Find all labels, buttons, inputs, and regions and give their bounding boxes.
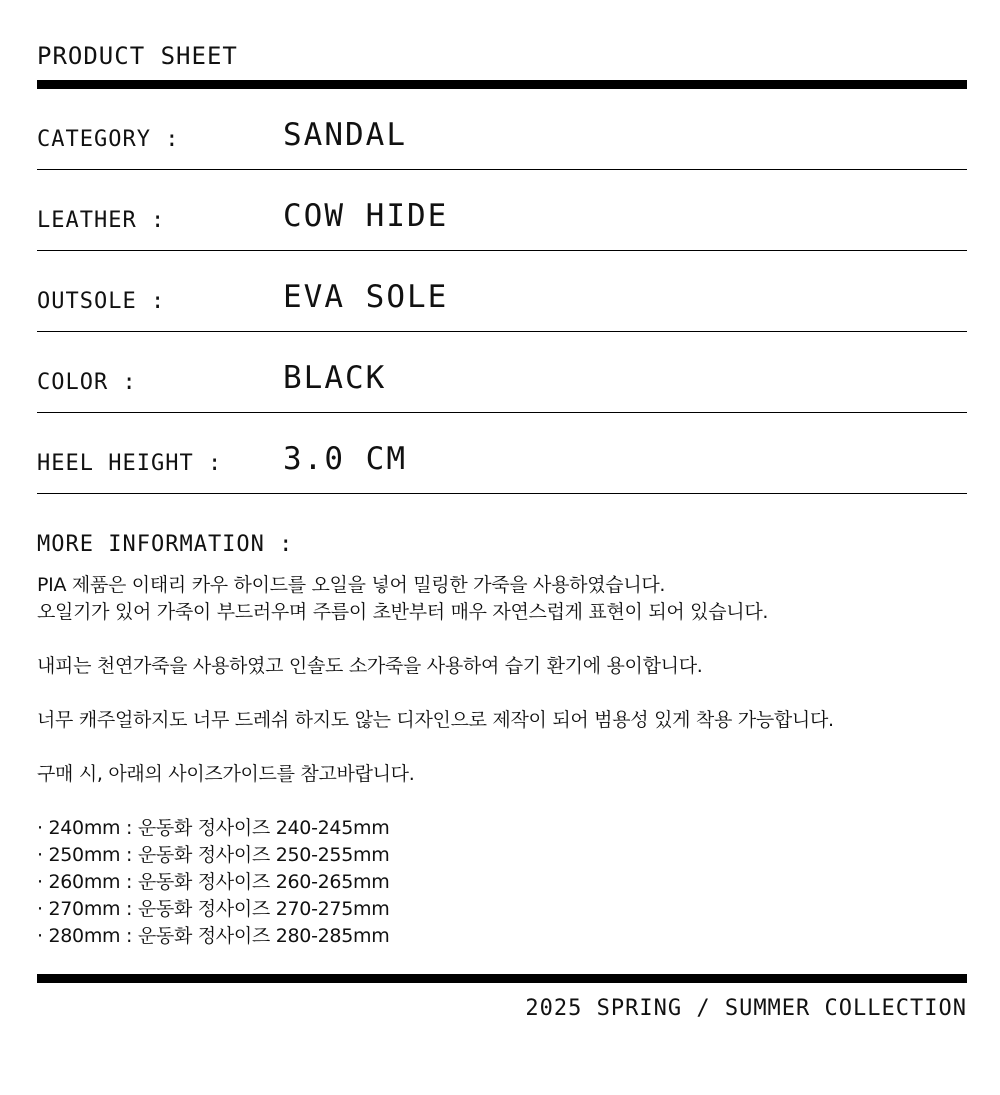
spec-row-category — [37, 89, 967, 170]
spec-label: OUTSOLE : — [37, 289, 166, 314]
spec-row-heel-height — [37, 413, 967, 494]
info-paragraph: 구매 시, 아래의 사이즈가이드를 참고바랍니다. — [37, 763, 415, 785]
spec-label: CATEGORY : — [37, 127, 180, 152]
list-item: · 250mm : 운동화 정사이즈 250-255mm — [37, 844, 390, 866]
spec-label: HEEL HEIGHT : — [37, 451, 223, 476]
spacer — [37, 734, 967, 761]
spec-value: 3.0 CM — [283, 441, 407, 477]
info-paragraph: PIA 제품은 이태리 카우 하이드를 오일을 넣어 밀링한 가죽을 사용하였습니다. — [37, 574, 666, 596]
spec-value: SANDAL — [283, 117, 407, 153]
more-info-body — [37, 572, 967, 950]
spec-row-leather — [37, 170, 967, 251]
sheet-title: PRODUCT SHEET — [37, 42, 238, 70]
spacer — [37, 788, 967, 815]
spacer — [37, 626, 967, 653]
spec-label: COLOR : — [37, 370, 137, 395]
spec-label: LEATHER : — [37, 208, 166, 233]
spec-value: COW HIDE — [283, 198, 449, 234]
info-paragraph: 너무 캐주얼하지도 너무 드레쉬 하지도 않는 디자인으로 제작이 되어 범용성 있게 착용 가능합니다. — [37, 709, 834, 731]
spacer — [37, 680, 967, 707]
list-item: · 280mm : 운동화 정사이즈 280-285mm — [37, 925, 390, 947]
size-guide-list — [37, 815, 967, 950]
more-info-heading: MORE INFORMATION : — [37, 532, 294, 557]
list-item: · 260mm : 운동화 정사이즈 260-265mm — [37, 871, 390, 893]
spec-value: EVA SOLE — [283, 279, 449, 315]
list-item: · 270mm : 운동화 정사이즈 270-275mm — [37, 898, 390, 920]
bottom-divider — [37, 974, 967, 983]
list-item: · 240mm : 운동화 정사이즈 240-245mm — [37, 817, 390, 839]
collection-footer: 2025 SPRING / SUMMER COLLECTION — [525, 996, 967, 1021]
spec-row-color — [37, 332, 967, 413]
info-paragraph: 내피는 천연가죽을 사용하였고 인솔도 소가죽을 사용하여 습기 환기에 용이합니다. — [37, 655, 703, 677]
info-paragraph: 오일기가 있어 가죽이 부드러우며 주름이 초반부터 매우 자연스럽게 표현이 되어 있습니다. — [37, 601, 769, 623]
top-divider — [37, 80, 967, 89]
spec-table — [37, 89, 967, 494]
spec-value: BLACK — [283, 360, 387, 396]
spec-row-outsole — [37, 251, 967, 332]
